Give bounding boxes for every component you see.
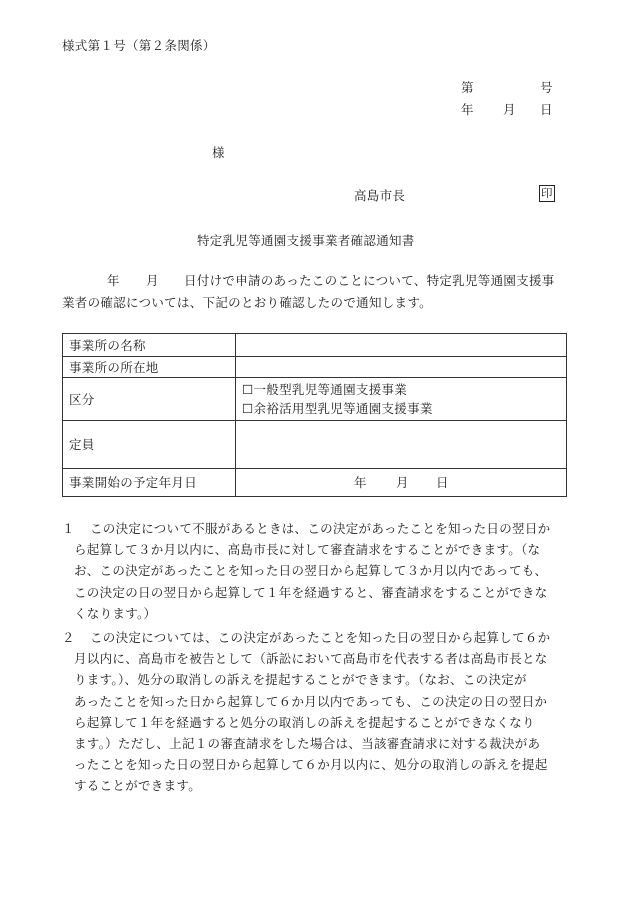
label-category: 区分 bbox=[63, 378, 236, 421]
seal-text: 印 bbox=[541, 186, 553, 200]
label-facility-name: 事業所の名称 bbox=[63, 334, 236, 357]
note-line: ら起算して３か月以内に、高島市長に対して審査請求をすることができます。（な bbox=[74, 542, 541, 558]
note-line: この決定について不服があるときは、この決定があったことを知った日の翌日か bbox=[90, 521, 551, 536]
table-row bbox=[63, 469, 567, 497]
body-month: 月 bbox=[146, 273, 159, 288]
document-title: 特定乳児等通園支援事業者確認通知書 bbox=[197, 233, 415, 248]
addressee-suffix: 様 bbox=[212, 145, 225, 160]
start-date-month: 月 bbox=[396, 475, 409, 490]
note-line: ったことを知った日の翌日から起算して６か月以内に、処分の取消しの訴えを提起 bbox=[74, 757, 548, 773]
table-row bbox=[63, 378, 567, 421]
body-line1: 日付けで申請のあったこのことについて、特定乳児等通園支援事 bbox=[184, 273, 555, 288]
note-2-text bbox=[74, 627, 582, 797]
table-row bbox=[63, 334, 567, 357]
note-line: この決定の日の翌日から起算して１年を経過すると、審査請求をすることができな bbox=[74, 584, 548, 600]
form-label: 様式第１号（第２条関係） bbox=[62, 38, 216, 53]
body-line2: 業者の確認については、下記のとおり確認したので通知します。 bbox=[62, 295, 432, 310]
date-month: 月 bbox=[503, 102, 516, 117]
table-row bbox=[63, 357, 567, 378]
option-surplus-type: ☐余裕活用型乳児等通園支援事業 bbox=[242, 401, 433, 416]
note-line: くなります。） bbox=[74, 605, 157, 621]
note-2-number: ２ bbox=[62, 630, 75, 645]
note-1 bbox=[62, 518, 582, 624]
note-1-number: １ bbox=[62, 521, 75, 536]
doc-number-suffix: 号 bbox=[540, 80, 553, 95]
date-year: 年 bbox=[461, 102, 474, 117]
start-date-year: 年 bbox=[354, 475, 367, 490]
note-line: 月以内に、高島市を被告として（訴訟において高島市を代表する者は高島市長とな bbox=[74, 651, 548, 667]
note-line: することができます。 bbox=[74, 778, 202, 794]
note-line: この決定については、この決定があったことを知った日の翌日から起算して６か bbox=[90, 630, 551, 645]
table-row bbox=[63, 421, 567, 469]
note-line: ます。）ただし、上記１の審査請求をした場合は、当該審査請求に対する裁決があ bbox=[74, 736, 541, 752]
value-start-date bbox=[236, 469, 567, 497]
note-line: ります。）、処分の取消しの訴えを提起することができます。（なお、この決定が bbox=[74, 672, 527, 688]
note-2 bbox=[62, 627, 582, 797]
value-facility-name bbox=[236, 334, 567, 357]
note-line: あったことを知った日から起算して６か月以内であっても、この決定の日の翌日か bbox=[74, 693, 548, 709]
info-table bbox=[62, 333, 567, 497]
option-general-type: ☐一般型乳児等通園支援事業 bbox=[242, 382, 408, 397]
seal-mark bbox=[539, 185, 555, 202]
start-date-day: 日 bbox=[436, 475, 449, 490]
note-line: ら起算して１年を経過すると処分の取消しの訴えを提起することができなくなり bbox=[74, 714, 535, 730]
label-facility-address: 事業所の所在地 bbox=[63, 357, 236, 378]
label-start-date: 事業開始の予定年月日 bbox=[63, 469, 236, 497]
label-capacity: 定員 bbox=[63, 421, 236, 469]
note-line: お、この決定があったことを知った日の翌日から起算して３か月以内であっても、 bbox=[74, 563, 548, 579]
note-1-text bbox=[74, 518, 582, 624]
value-capacity bbox=[236, 421, 567, 469]
date-day: 日 bbox=[540, 102, 553, 117]
body-year: 年 bbox=[107, 273, 120, 288]
issuer-name: 高島市長 bbox=[354, 188, 406, 203]
value-facility-address bbox=[236, 357, 567, 378]
doc-number-prefix: 第 bbox=[461, 80, 474, 95]
value-category bbox=[236, 378, 567, 421]
